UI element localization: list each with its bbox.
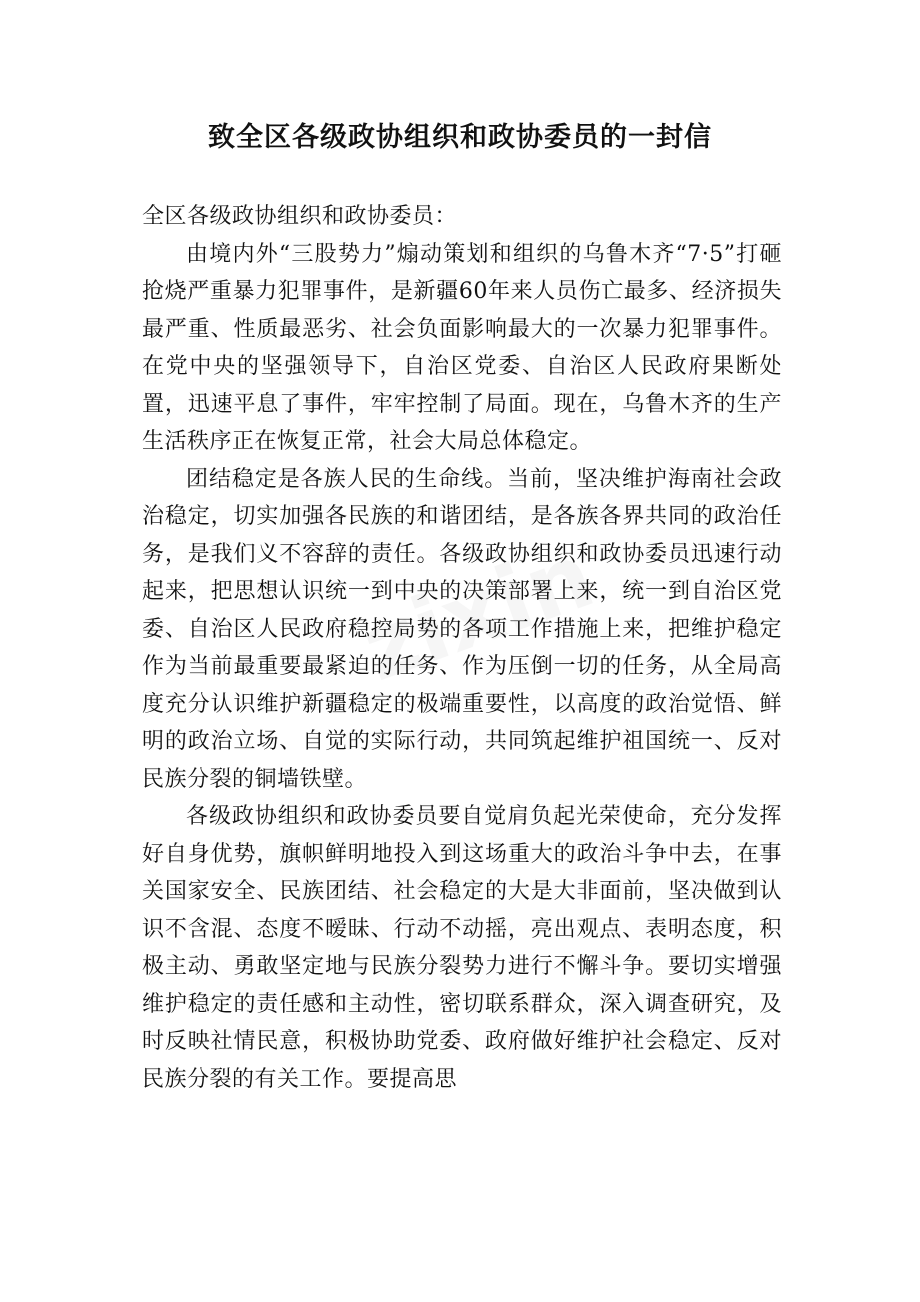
paragraph-3: 各级政协组织和政协委员要自觉肩负起光荣使命，充分发挥好自身优势，旗帜鲜明地投入到这场重大的政治斗争中去，在事关国家安全、民族团结、社会稳定的大是大非面前，坚决做到认识不含混、态度不暧昧、行动不动摇，亮出观点、表明态度，积极主动、勇敢坚定地与民族分裂势力进行不懈斗争。要切实增强维护稳定的责任感和主动性，密切联系群众，深入调查研究，及时反映社情民意，积极协助党委、政府做好维护社会稳定、反对民族分裂的有关工作。要提高思 xyxy=(142,804,782,1092)
salutation: 全区各级政协组织和政协委员： xyxy=(142,204,458,229)
document-body xyxy=(142,198,782,1098)
paragraph-1: 由境内外“三股势力”煽动策划和组织的乌鲁木齐“7·5”打砸抢烧严重暴力犯罪事件，是新疆60年来人员伤亡最多、经济损失最严重、性质最恶劣、社会负面影响最大的一次暴力犯罪事件。在党中央的坚强领导下，自治区党委、自治区人民政府果断处置，迅速平息了事件，牢牢控制了局面。现在，乌鲁木齐的生产生活秩序正在恢复正常，社会大局总体稳定。 xyxy=(142,241,782,454)
paragraph-2: 团结稳定是各族人民的生命线。当前，坚决维护海南社会政治稳定，切实加强各民族的和谐团结，是各族各界共同的政治任务，是我们义不容辞的责任。各级政协组织和政协委员迅速行动起来，把思想认识统一到中央的决策部署上来，统一到自治区党委、自治区人民政府稳控局势的各项工作措施上来，把维护稳定作为当前最重要最紧迫的任务、作为压倒一切的任务，从全局高度充分认识维护新疆稳定的极端重要性，以高度的政治觉悟、鲜明的政治立场、自觉的实际行动，共同筑起维护祖国统一、反对民族分裂的铜墙铁壁。 xyxy=(142,466,782,792)
document-title: 致全区各级政协组织和政协委员的一封信 xyxy=(208,122,712,153)
